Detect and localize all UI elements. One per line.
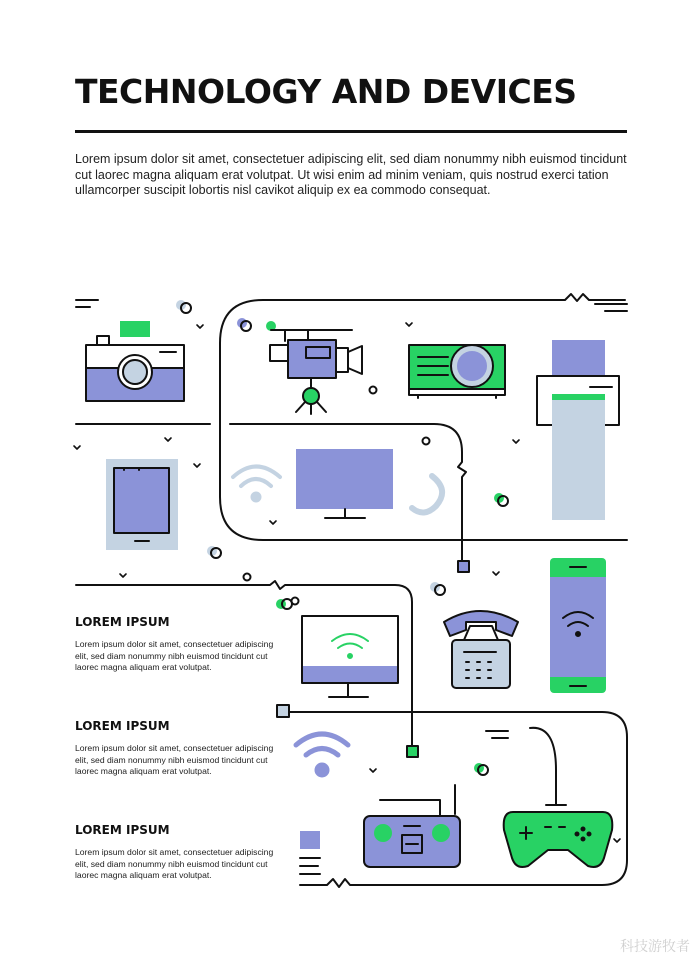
watermark: 科技游牧者 xyxy=(620,939,690,955)
info-body: Lorem ipsum dolor sit amet, consectetuer adipiscing elit, sed diam nonummy nibh euismod tincidunt cut laorec magna aliquam erat volutpat. xyxy=(75,743,274,776)
info-heading: LOREM IPSUM xyxy=(75,823,170,837)
projector-icon xyxy=(409,345,505,398)
info-heading: LOREM IPSUM xyxy=(75,719,170,733)
wifi-icon xyxy=(233,467,280,501)
desk-phone-icon xyxy=(444,611,518,688)
camera-icon xyxy=(86,321,184,401)
page-title: TECHNOLOGY AND DEVICES xyxy=(75,72,577,111)
connector-node xyxy=(458,561,469,572)
info-body: Lorem ipsum dolor sit amet, consectetuer adipiscing elit, sed diam nonummy nibh euismod tincidunt cut laorec magna aliquam erat volutpat. xyxy=(75,639,274,672)
gamepad-icon xyxy=(504,728,613,867)
computer-monitor-icon xyxy=(302,616,398,697)
smartphone-icon xyxy=(550,558,606,693)
tablet-icon xyxy=(106,459,178,550)
phone-handset-icon xyxy=(412,476,442,513)
video-camera-icon xyxy=(266,321,362,414)
boombox-icon xyxy=(364,785,460,867)
monitor-icon xyxy=(296,449,393,518)
info-body: Lorem ipsum dolor sit amet, consectetuer adipiscing elit, sed diam nonummy nibh euismod tincidunt cut laorec magna aliquam erat volutpat. xyxy=(75,847,274,880)
connector-node xyxy=(407,746,418,757)
printer-icon xyxy=(537,340,619,520)
connector-node xyxy=(277,705,289,717)
decorative-square xyxy=(300,831,320,849)
intro-paragraph: Lorem ipsum dolor sit amet, consectetuer adipiscing elit, sed diam nonummy nibh euismod tincidunt cut laorec magna aliquam erat volutpat. Ut wisi enim ad minim veniam, quis nostrud exerci tation ullamcorper suscipit lobortis nisl cavikot aliquip ex ea commodo consequat. xyxy=(75,152,627,197)
info-heading: LOREM IPSUM xyxy=(75,615,170,629)
wifi-icon xyxy=(296,734,348,775)
